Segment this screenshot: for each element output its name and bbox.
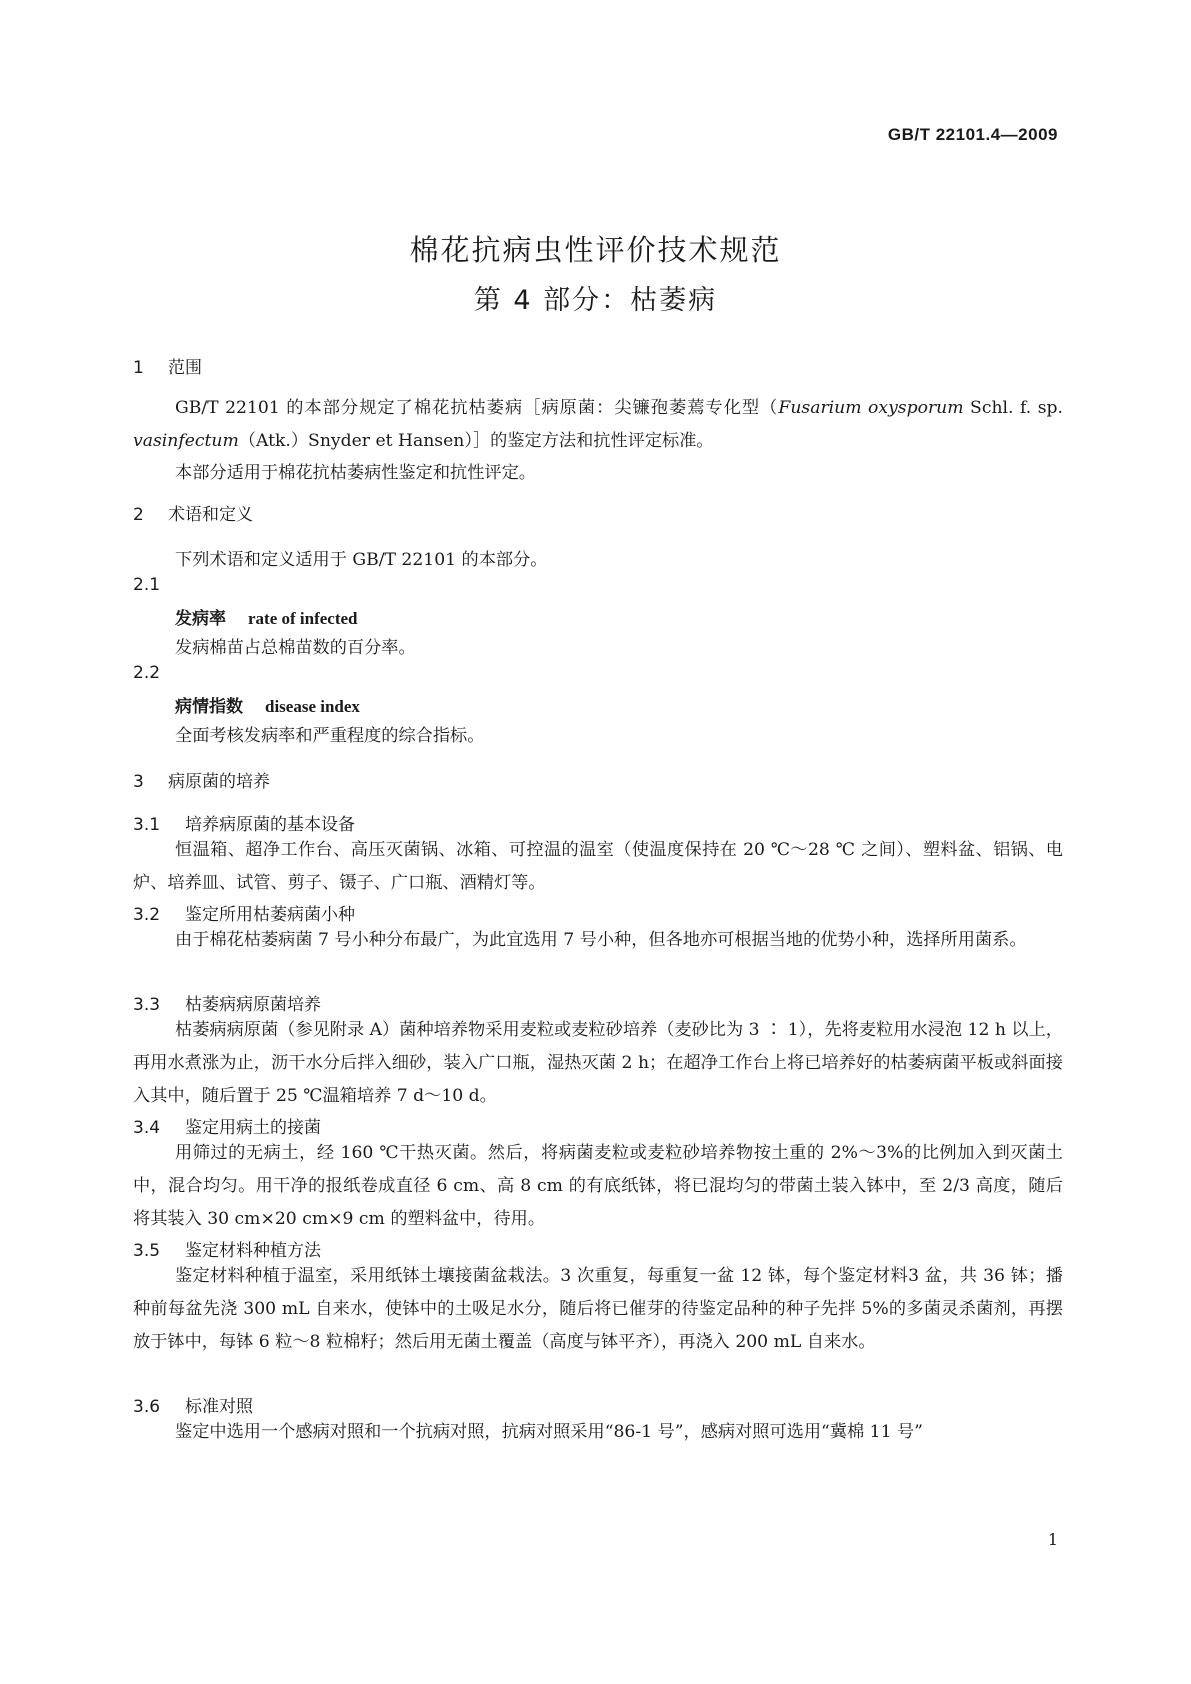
subsection-text: 由于棉花枯萎病菌 7 号小种分布最广，为此宜选用 7 号小种，但各地亦可根据当地的优势小种，选择所用菌系。 [175, 930, 1027, 950]
term-chinese: 发病率 [175, 609, 226, 629]
subsection-number: 3.5 [133, 1241, 161, 1261]
subsection-title: 鉴定用病土的接菌 [185, 1118, 321, 1138]
subsection-title: 标准对照 [185, 1397, 253, 1417]
term-number: 2.2 [133, 663, 161, 683]
page-number: 1 [1047, 1530, 1058, 1549]
document-title: 棉花抗病虫性评价技术规范 [409, 233, 782, 267]
paragraph-applicability: 本部分适用于棉花抗枯萎病性鉴定和抗性评定。 [175, 463, 536, 483]
subsection-heading [133, 1392, 253, 1417]
paragraph-scope [133, 392, 1063, 458]
term-definition: 全面考核发病率和严重程度的综合指标。 [175, 726, 485, 746]
subsection-heading [133, 1236, 321, 1261]
subsection-title: 鉴定所用枯萎病菌小种 [185, 905, 355, 925]
standard-number: GB/T 22101.4—2009 [887, 125, 1058, 144]
scientific-name: Fusarium oxysporum [778, 398, 964, 418]
section-heading-2 [133, 500, 253, 525]
subsection-text: 用筛过的无病土，经 160 ℃干热灭菌。然后，将病菌麦粒或麦粒砂培养物按土重的 2%～3%的比例加入到灭菌土中，混合均匀。用干净的报纸卷成直径 6 cm、高 8 cm 的有底纸钵，将已混均匀的带菌土装入钵中，至 2/3 高度，随后将其装入 30 cm×20 cm×9 cm 的塑料盆中，待用。 [133, 1143, 1063, 1229]
subsection-title: 鉴定材料种植方法 [185, 1241, 321, 1261]
subsection-number: 3.1 [133, 815, 161, 835]
section-title: 术语和定义 [168, 505, 253, 525]
section-heading-1 [133, 353, 202, 378]
section-number: 2 [133, 505, 144, 525]
subsection-text: 鉴定中选用一个感病对照和一个抗病对照，抗病对照采用“86-1 号”，感病对照可选用“冀棉 11 号” [175, 1422, 923, 1442]
term-chinese: 病情指数 [175, 697, 243, 717]
subsection-title: 培养病原菌的基本设备 [185, 815, 355, 835]
paragraph-terms-intro: 下列术语和定义适用于 GB/T 22101 的本部分。 [175, 550, 548, 570]
subsection-heading [133, 900, 355, 925]
subsection-text: 枯萎病病原菌（参见附录 A）菌种培养物采用麦粒或麦粒砂培养（麦砂比为 3 ∶ 1），先将麦粒用水浸泡 12 h 以上，再用水煮涨为止，沥干水分后拌入细砂，装入广口瓶，湿热灭菌 2 h；在超净工作台上将已培养好的枯萎病菌平板或斜面接入其中，随后置于 25 ℃温箱培养 7 d～10 d。 [133, 1020, 1063, 1106]
subsection-number: 3.4 [133, 1118, 161, 1138]
subsection-heading [133, 1113, 321, 1138]
term-english: disease index [265, 697, 360, 716]
text-run: （Atk.）Snyder et Hansen）］的鉴定方法和抗性评定标准。 [238, 431, 714, 451]
term-entry [175, 604, 358, 629]
text-run: GB/T 22101 的本部分规定了棉花抗枯萎病［病原菌：尖镰孢萎蔫专化型（ [175, 398, 779, 418]
subsection-number: 3.2 [133, 905, 161, 925]
section-title: 病原菌的培养 [168, 772, 270, 792]
document-subtitle: 第 4 部分：枯萎病 [473, 285, 718, 316]
subsection-number: 3.3 [133, 995, 161, 1015]
section-title: 范围 [168, 358, 202, 378]
text-run: Schl. f. sp. [963, 398, 1063, 418]
scientific-name: vasinfectum [133, 431, 239, 451]
subsection-heading [133, 990, 321, 1015]
term-number: 2.1 [133, 575, 161, 595]
section-number: 3 [133, 772, 144, 792]
section-heading-3 [133, 767, 270, 792]
term-english: rate of infected [248, 609, 358, 628]
subsection-number: 3.6 [133, 1397, 161, 1417]
term-definition: 发病棉苗占总棉苗数的百分率。 [175, 638, 416, 658]
section-number: 1 [133, 358, 144, 378]
subsection-heading [133, 810, 355, 835]
term-entry [175, 692, 360, 717]
subsection-text: 恒温箱、超净工作台、高压灭菌锅、冰箱、可控温的温室（使温度保持在 20 ℃～28 ℃ 之间）、塑料盆、铝锅、电炉、培养皿、试管、剪子、镊子、广口瓶、酒精灯等。 [133, 840, 1063, 893]
subsection-title: 枯萎病病原菌培养 [185, 995, 321, 1015]
subsection-text: 鉴定材料种植于温室，采用纸钵土壤接菌盆栽法。3 次重复，每重复一盆 12 钵，每个鉴定材料3 盆，共 36 钵；播种前每盆先浇 300 mL 自来水，使钵中的土吸足水分，随后将已催芽的待鉴定品种的种子先拌 5%的多菌灵杀菌剂，再摆放于钵中，每钵 6 粒～8 粒棉籽；然后用无菌土覆盖（高度与钵平齐），再浇入 200 mL 自来水。 [133, 1266, 1063, 1352]
